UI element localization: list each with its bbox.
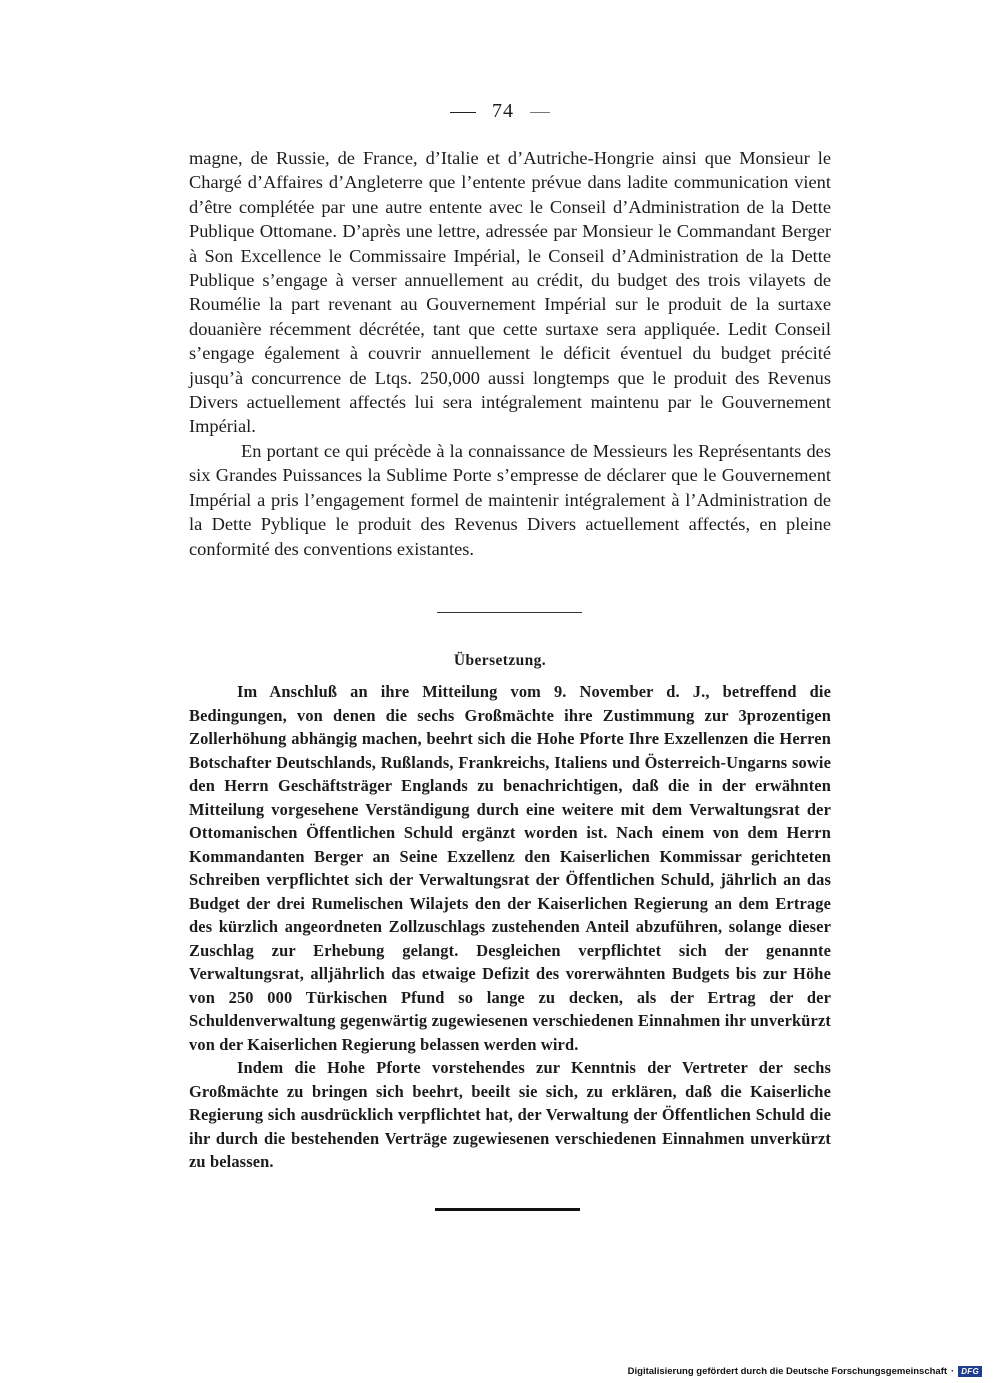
section-divider bbox=[437, 612, 582, 613]
german-paragraph-2: Indem die Hohe Pforte vorstehendes zur Kenntnis der Vertreter der sechs Großmächte zu bringen sich beehrt, beeilt sie sich, zu erklären, daß die Kaiserliche Regierung sich ausdrücklich verpflichtet hat, der Verwaltung der Öffentlichen Schuld die ihr durch die bestehenden Verträge zugewiesenen verschiedenen Einnahmen unverkürzt zu belassen. bbox=[189, 1058, 831, 1171]
footer-separator: · bbox=[951, 1366, 955, 1377]
page-number-text: 74 bbox=[492, 100, 514, 122]
german-paragraph-1: Im Anschluß an ihre Mitteilung vom 9. November d. J., betreffend die Bedingungen, von denen die sechs Großmächte ihre Zustimmung zur 3prozentigen Zollerhöhung abhängig machen, beehrt sich die Hohe Pforte Ihre Exzellenzen die Herren Botschafter Deutschlands, Rußlands, Frankreichs, Italiens und Österreich-Ungarns sowie den Herrn Geschäftsträger Englands zu benachrichtigen, daß die in der erwähnten Mitteilung vorgesehene Verständigung durch eine weitere mit dem Verwaltungsrat der Ottomanischen Öffentlichen Schuld ergänzt worden ist. Nach einem von dem Herrn Kommandanten Berger an Seine Exzellenz den Kaiserlichen Kommissar gerichteten Schreiben verpflichtet sich der Verwaltungsrat der Öffentlichen Schuld, jährlich an das Budget der drei Rumelischen Wilajets den der Kaiserlichen Regierung an dem Ertrage des kürzlich angeordneten Zollzuschlags zustehenden Anteil abzuführen, solange dieser Zuschlag zur Erhebung gelangt. Desgleichen verpflichtet sich der genannte Verwaltungsrat, alljährlich das etwaige Defizit des vorerwähnten Budgets bis zur Höhe von 250 000 Türkischen Pfund so lange zu decken, als der Ertrag der der Schuldenverwaltung gegenwärtig zugewiesenen verschiedenen Einnahmen ihr unverkürzt von der Kaiserlichen Regierung belassen werden wird. bbox=[189, 682, 831, 1054]
translation-heading: Übersetzung. bbox=[453, 652, 547, 669]
page-number-left-dash bbox=[450, 112, 476, 114]
german-translation-text bbox=[189, 680, 831, 1174]
french-text bbox=[189, 146, 831, 561]
page-number bbox=[0, 100, 1000, 123]
end-rule bbox=[435, 1208, 580, 1211]
french-paragraph-1: magne, de Russie, de France, d’Italie et d’Autriche-Hongrie ainsi que Monsieur le Chargé d’Affaires d’Angleterre que l’entente prévue dans ladite communication vient d’être complétée par une autre entente avec le Conseil d’Administration de la Dette Publique Ottomane. D’après une lettre, adressée par Monsieur le Commandant Berger à Son Excellence le Commissaire Impérial, le Conseil d’Administration de la Dette Publique s’engage à verser annuellement au crédit, du budget des trois vilayets de Roumélie la part revenant au Gouvernement Impérial sur le produit de la surtaxe douanière récemment décrétée, tant que cette surtaxe sera appliquée. Ledit Conseil s’engage également à couvrir annuellement le déficit éventuel du budget précité jusqu’à concurrence de Ltqs. 250,000 aussi longtemps que le produit des Revenus Divers actuellement affectés lui sera intégralement maintenu par le Gouvernement Impérial. bbox=[189, 148, 831, 437]
page-number-right-dash bbox=[530, 112, 550, 114]
digitization-footer bbox=[628, 1366, 982, 1377]
french-paragraph-2: En portant ce qui précède à la connaissance de Messieurs les Représentants des six Grandes Puissances la Sublime Porte s’empresse de déclarer que le Gouvernement Impérial a pris l’engagement formel de maintenir intégralement à l’Administration de la Dette Pyblique le produit des Revenus Divers actuellement affectés, en pleine conformité des conventions existantes. bbox=[189, 440, 831, 559]
footer-credit-text: Digitalisierung gefördert durch die Deutsche Forschungsgemeinschaft bbox=[627, 1366, 948, 1377]
dfg-logo: DFG bbox=[958, 1366, 982, 1377]
